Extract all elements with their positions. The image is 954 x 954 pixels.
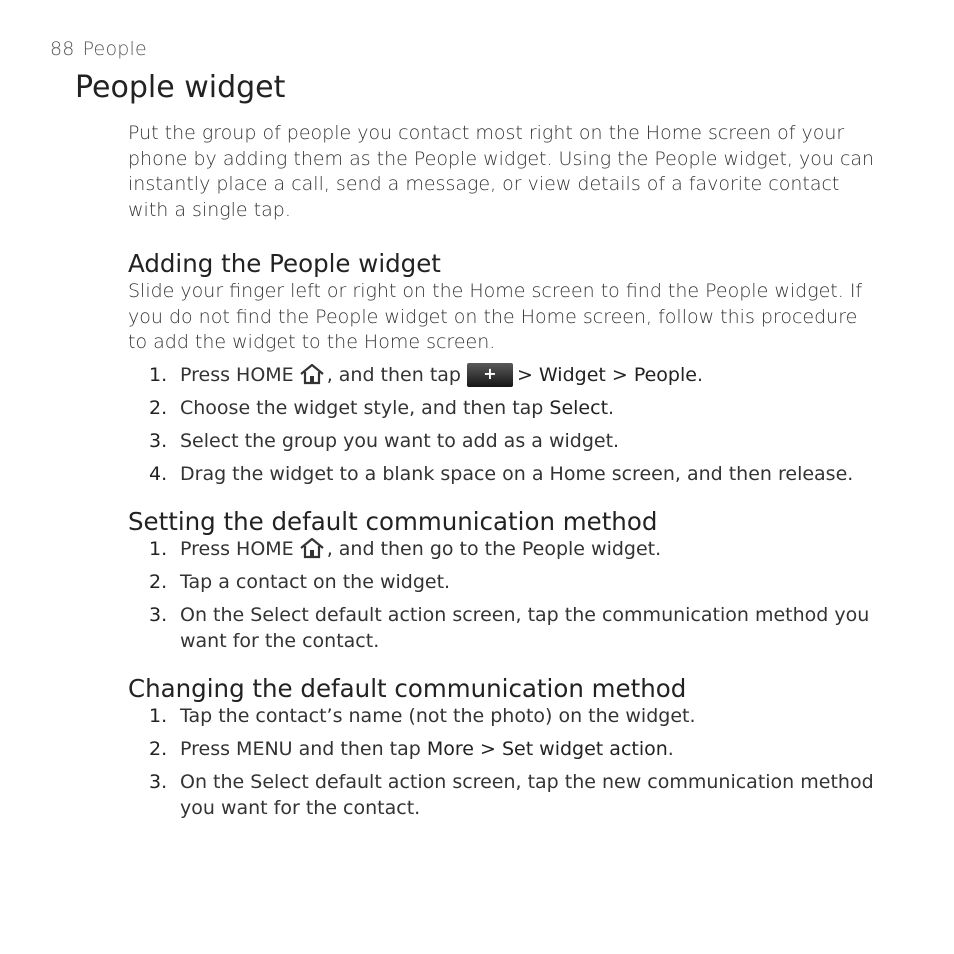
step-text: On the Select default action screen, tap the new communication method you want for the contact.	[180, 771, 874, 819]
step-text-part: Press HOME	[180, 538, 294, 560]
home-icon	[299, 537, 325, 559]
step-text	[180, 537, 878, 563]
section-setting-method	[128, 507, 878, 654]
step-number: 2.	[149, 396, 168, 419]
step-number: 1.	[149, 538, 168, 560]
step-text-part: , and then tap	[326, 363, 461, 386]
step-number: 4.	[149, 462, 168, 485]
step-text-part: Press HOME	[180, 363, 294, 386]
page-title: People widget	[75, 70, 286, 105]
list-item	[128, 363, 878, 389]
page-content	[128, 121, 878, 829]
section-title: Changing the default communication method	[128, 674, 687, 703]
step-text: Tap a contact on the widget.	[180, 571, 451, 593]
list-item	[128, 570, 878, 596]
step-text: On the Select default action screen, tap the communication method you want for the contact.	[180, 604, 870, 652]
section-title: Setting the default communication method	[128, 507, 658, 536]
step-text-part: .	[608, 396, 615, 419]
steps-list	[128, 363, 878, 488]
list-item	[128, 737, 878, 763]
step-number: 3.	[149, 771, 168, 793]
list-item	[128, 429, 878, 455]
step-number: 2.	[149, 738, 168, 760]
step-text-part: Choose the widget style, and then tap	[180, 396, 550, 419]
section-adding-widget	[128, 249, 878, 487]
step-text: Select the group you want to add as a widget.	[180, 429, 620, 452]
step-text	[180, 396, 878, 422]
steps-list	[128, 537, 878, 654]
step-text: Tap the contact’s name (not the photo) on the widget.	[180, 705, 696, 727]
step-text	[180, 363, 878, 389]
list-item	[128, 704, 878, 730]
section-title: Adding the People widget	[128, 249, 441, 278]
home-icon	[299, 363, 325, 385]
list-item	[128, 770, 878, 821]
section-description: Slide your finger left or right on the Home screen to find the People widget. If you do not find the People widget on the Home screen, follow this procedure to add the widget to the Home screen.	[128, 280, 863, 353]
step-number: 1.	[149, 363, 168, 386]
page-header	[50, 38, 147, 60]
ui-path-text: > Widget > People	[516, 363, 697, 386]
intro-paragraph: Put the group of people you contact most right on the Home screen of your phone by adding them as the People widget. Using the People widget, you can instantly place a call, send a message, or view details of a favorite contact with a single tap.	[128, 122, 875, 221]
chapter-name: People	[82, 38, 147, 60]
list-item	[128, 603, 878, 654]
page-number: 88	[50, 38, 75, 60]
step-text	[180, 737, 878, 763]
add-plus-icon	[467, 363, 513, 387]
list-item	[128, 537, 878, 563]
ui-label-text: Select	[549, 396, 609, 419]
list-item	[128, 396, 878, 422]
step-number: 3.	[149, 604, 168, 626]
step-number: 1.	[149, 705, 168, 727]
section-changing-method	[128, 674, 878, 821]
step-number: 2.	[149, 571, 168, 593]
step-text-part: , and then go to the People widget.	[326, 538, 662, 560]
step-text-part: Press MENU and then tap	[180, 738, 427, 760]
step-number: 3.	[149, 429, 168, 452]
step-text-part: .	[696, 363, 704, 386]
steps-list	[128, 704, 878, 821]
ui-path-text: More > Set widget action	[426, 738, 668, 760]
step-text: Drag the widget to a blank space on a Home screen, and then release.	[180, 462, 854, 485]
step-text-part: .	[667, 738, 674, 760]
list-item	[128, 462, 878, 488]
